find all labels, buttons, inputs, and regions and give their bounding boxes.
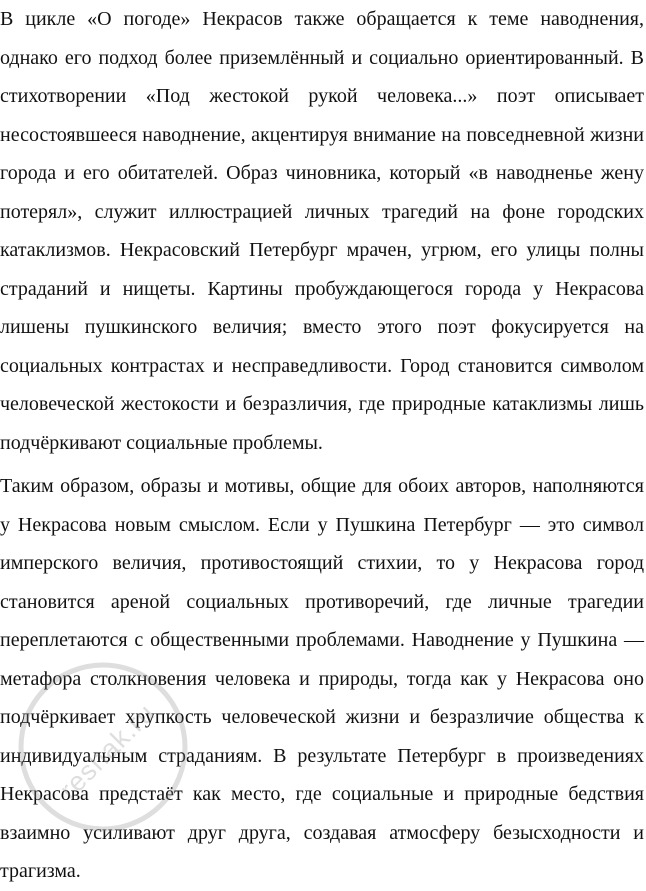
paragraph-2: Таким образом, образы и мотивы, общие для обоих авторов, наполняются у Некрасова новым смыслом. Если у Пушкина Петербург — это символ имперского величия, противостоящий стихии, то у Некрасова город становится ареной социальных противоречий, где личные трагедии переплетаются с общественными проблемами. Наводнение у Пушкина — метафора столкновения человека и природы, тогда как у Некрасова оно подчёркивает хрупкость человеческой жизни и безразличие общества к индивидуальным страданиям. В результате Петербург в произведениях Некрасова предстаёт как место, где социальные и природные бедствия взаимно усиливают друг друга, создавая атмосферу безысходности и трагизма.	[0, 475, 644, 882]
paragraph-1: В цикле «О погоде» Некрасов также обращается к теме наводнения, однако его подход более приземлённый и социально ориентированный. В стихотворении «Под жестокой рукой человека...» поэт описывает несостоявшееся наводнение, акцентируя внимание на повседневной жизни города и его обитателей. Образ чиновника, который «в наводненье жену потерял», служит иллюстрацией личных трагедий на фоне городских катаклизмов. Некрасовский Петербург мрачен, угрюм, его улицы полны страданий и нищеты. Картины пробуждающегося города у Некрасова лишены пушкинского величия; вместо этого поэт фокусируется на социальных контрастах и несправедливости. Город становится символом человеческой жестокости и безразличия, где природные катаклизмы лишь подчёркивают социальные проблемы.	[0, 8, 644, 454]
watermark-text: reshak.ru	[53, 697, 161, 805]
